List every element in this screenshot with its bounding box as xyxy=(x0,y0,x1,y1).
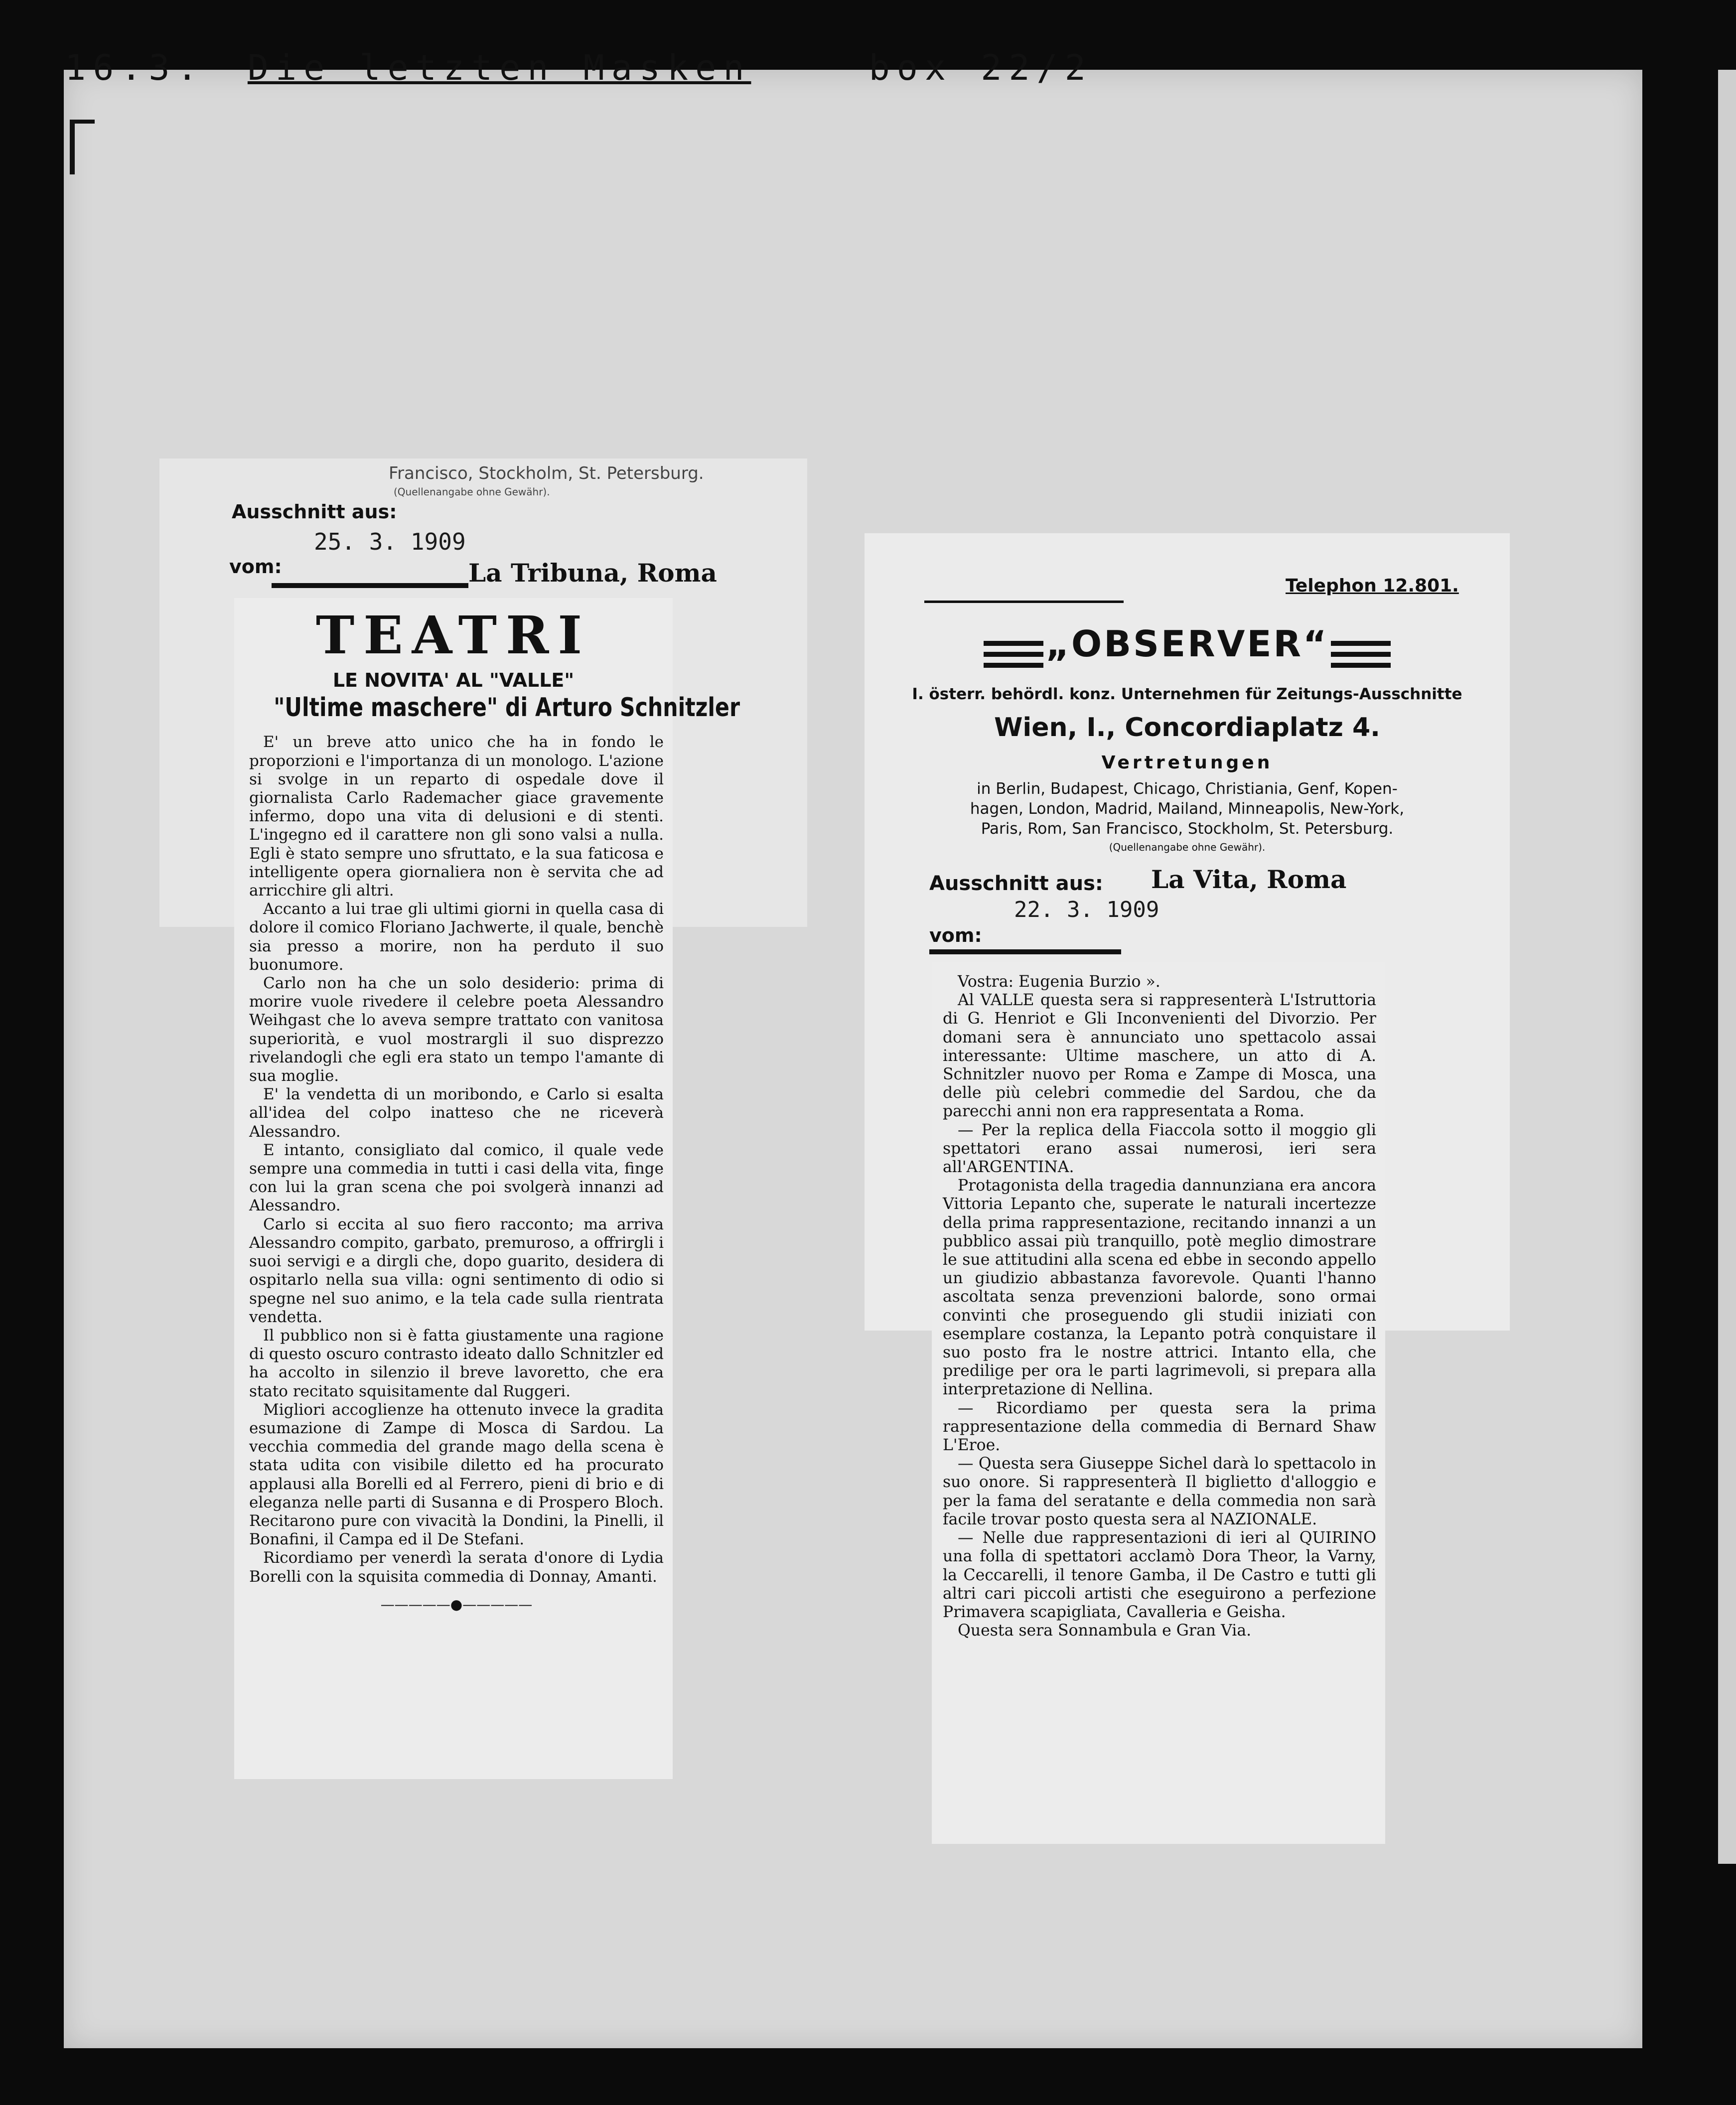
quelle-note: (Quellenangabe ohne Gewähr). xyxy=(394,486,550,498)
ausschnitt-label: Ausschnitt aus: xyxy=(232,501,397,523)
paragraph: E' la vendetta di un moribondo, e Carlo si esalta all'idea del colpo inatteso che ne riceverà Alessandro. xyxy=(249,1085,664,1141)
paragraph: Migliori accoglienze ha ottenuto invece la gradita esumazione di Zampe di Mosca di Sardou. La vecchia commedia del grande mago della scena è stata udita con visibile diletto ed ha procurato applausi alla Borelli ed al Ferrero, pieni di brio e di eleganza nelle parti di Susanna e di Prospero Bloch. Recitarono pure con vivacità la Dondini, la Pinelli, il Bonafini, il Campa ed il De Stefani. xyxy=(249,1400,664,1549)
paragraph: Vostra: Eugenia Burzio ». xyxy=(958,973,1160,991)
cities-line: hagen, London, Madrid, Mailand, Minneapolis, New-York, xyxy=(970,800,1405,818)
agency-title-row xyxy=(865,623,1510,668)
agency-descriptor: I. österr. behördl. konz. Unternehmen für Zeitungs-Ausschnitte xyxy=(912,685,1462,703)
clipping-date: 25. 3. 1909 xyxy=(314,528,466,555)
agency-fragment: Francisco, Stockholm, St. Petersburg. xyxy=(389,463,704,483)
paragraph: Questa sera Sonnambula e Gran Via. xyxy=(958,1622,1252,1640)
vom-label: vom: xyxy=(929,924,982,946)
header-title: Die letzten Masken xyxy=(247,47,751,88)
telephone: Telephon 12.801. xyxy=(1286,576,1459,596)
agency-name: „OBSERVER“ xyxy=(1045,623,1329,665)
vom-label: vom: xyxy=(229,556,282,578)
article-heading: TEATRI xyxy=(315,604,591,666)
paragraph: — Questa sera Giuseppe Sichel darà lo spettacolo in suo onore. Si rappresenterà Il biglietto d'alloggio e per la fama del seratante e della commedia non sarà facile trovar posto questa sera al NAZIONALE. xyxy=(943,1455,1376,1528)
top-rule xyxy=(924,601,1124,603)
paragraph: — Per la replica della Fiaccola sotto il moggio gli spettatori erano assai numerosi, ieri sera all'ARGENTINA. xyxy=(943,1121,1376,1177)
quelle-note: (Quellenangabe ohne Gewähr). xyxy=(1109,841,1266,853)
vertretungen-heading: Vertretungen xyxy=(1101,752,1273,773)
paragraph: Accanto a lui trae gli ultimi giorni in quella casa di dolore il comico Floriano Jachwerte, il quale, benchè sia presso a morire, non ha perduto il suo buonumore. xyxy=(249,900,664,974)
source-name: La Tribuna, Roma xyxy=(468,558,717,588)
paragraph: — Nelle due rappresentazioni di ieri al QUIRINO una folla di spettatori acclamò Dora Theor, la Varny, la Ceccarelli, il tenore Gamba, il De Castro e tutti gli altri cari piccoli artisti che eseguirono a perfezione Primavera scapigliata, Cavalleria e Geisha. xyxy=(943,1529,1376,1621)
paragraph: Carlo non ha che un solo desiderio: prima di morire vuole rivedere il celebre poeta Alessandro Weihgast che lo aveva sempre trattato con vanitosa superiorità, e vuol mostrargli il suo disprezzo rivelandogli che egli era stato un tempo l'amante di sua moglie. xyxy=(249,974,664,1085)
paragraph: Al VALLE questa sera si rappresenterà L'Istruttoria di G. Henriot e Gli Inconvenienti del Divorzio. Per domani sera è annunciato uno spettacolo assai interessante: Ultime maschere, un atto di A. Schnitzler nuovo per Roma e Zampe di Mosca, una delle più celebri commedie del Sardou, che da parecchi anni non era rappresentata a Roma. xyxy=(943,991,1376,1121)
ausschnitt-label: Ausschnitt aus: xyxy=(929,872,1103,895)
header-box: box 22/2 xyxy=(868,47,1093,88)
clipping-date: 22. 3. 1909 xyxy=(1014,897,1159,922)
cities-line: in Berlin, Budapest, Chicago, Christiania, Genf, Kopen- xyxy=(977,780,1398,798)
paragraph: Il pubblico non si è fatta giustamente una ragione di questo oscuro contrasto ideato dallo Schnitzler ed ha accolto in silenzio il breve lavoretto, che era stato recitato squisitamente dal Ruggeri. xyxy=(249,1326,664,1400)
corner-mark xyxy=(70,120,75,174)
adjacent-sheet-edge xyxy=(1718,70,1736,1864)
agency-address: Wien, I., Concordiaplatz 4. xyxy=(994,713,1380,743)
paragraph: Ricordiamo per venerdì la serata d'onore di Lydia Borelli con la squisita commedia di Donnay, Amanti. xyxy=(249,1549,664,1586)
header-number: 16.3. xyxy=(65,47,205,88)
end-ornament: —————●————— xyxy=(380,1596,533,1613)
left-article xyxy=(234,598,740,1779)
paragraph: E' un breve atto unico che ha in fondo le proporzioni e l'importanza di un monologo. L'azione si svolge in un reparto di ospedale dove il giornalista Carlo Rademacher giace gravemente infermo, dopo una vita di delusioni e di stenti. L'ingegno ed il carattere non gli sono valsi a nulla. Egli è stato sempre uno sfruttato, e la sua faticosa e intelligente opera giornaliera non è servita che ad arricchire gli altri. xyxy=(249,733,664,900)
article-title: "Ultime maschere" di Arturo Schnitzler xyxy=(274,693,740,723)
article-subheading: LE NOVITA' AL "VALLE" xyxy=(332,669,575,691)
right-article xyxy=(932,962,1385,1844)
decorative-bars-icon xyxy=(1331,641,1391,668)
source-name: La Vita, Roma xyxy=(1151,865,1347,894)
paragraph: — Ricordiamo per questa sera la prima rappresentazione della commedia di Bernard Shaw L'Eroe. xyxy=(943,1399,1376,1455)
vom-line xyxy=(929,949,1121,954)
paragraph: E intanto, consigliato dal comico, il quale vede sempre una commedia in tutti i casi della vita, finge con lui la gran scena che poi svolgerà innanzi ad Alessandro. xyxy=(249,1141,664,1215)
decorative-bars-icon xyxy=(984,641,1043,668)
paragraph: Carlo si eccita al suo fiero racconto; ma arriva Alessandro compito, garbato, premuroso, a offrirgli i suoi servigi e a dirgli che, dopo guarito, desidera di ospitarlo nella sua villa: ogni sentimento di odio si spegne nel suo animo, e la tela cade sulla rientrata vendetta. xyxy=(249,1215,664,1326)
vom-line xyxy=(272,583,468,588)
corner-mark-top xyxy=(70,120,95,124)
paragraph: Protagonista della tragedia dannunziana era ancora Vittoria Lepanto che, superate le naturali incertezze della prima rappresentazione, recitando innanzi a un pubblico assai più tranquillo, potè meglio dimostrare le sue attitudini alla scena ed ebbe in secondo appello un giudizio abbastanza favorevole. Quanti l'hanno ascoltata senza prevenzioni balorde, sono ormai convinti che proseguendo gli studii iniziati con esemplare costanza, la Lepanto potrà conquistare il suo posto fra le nostre attrici. Intanto ella, che predilige per ora le parti lagrimevoli, si prepara alla interpretazione di Nellina. xyxy=(943,1177,1376,1399)
archive-header xyxy=(65,47,1093,88)
cities-line: Paris, Rom, San Francisco, Stockholm, St. Petersburg. xyxy=(981,820,1394,838)
